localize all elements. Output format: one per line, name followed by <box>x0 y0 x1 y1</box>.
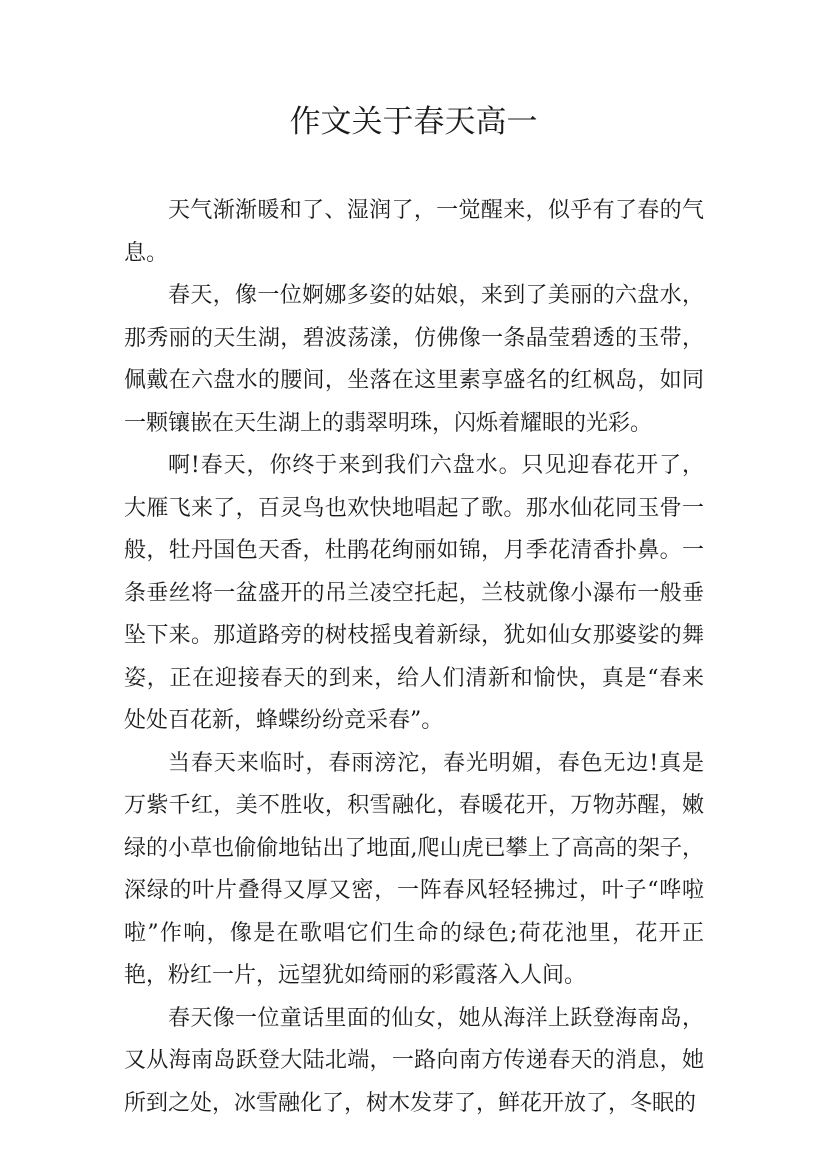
paragraph: 春天像一位童话里面的仙女，她从海洋上跃登海南岛，又从海南岛跃登大陆北端，一路向南方传递春天的消息，她所到之处，冰雪融化了，树木发芽了，鲜花开放了，冬眠的 <box>124 1005 704 1116</box>
document-title: 作文关于春天高一 <box>289 104 538 140</box>
paragraph: 春天，像一位婀娜多姿的姑娘，来到了美丽的六盘水，那秀丽的天生湖，碧波荡漾，仿佛像一条晶莹碧透的玉带，佩戴在六盘水的腰间，坐落在这里素享盛名的红枫岛，如同一颗镶嵌在天生湖上的翡翠明珠，闪烁着耀眼的光彩。 <box>124 283 704 436</box>
document-body <box>124 190 704 1125</box>
paragraph: 当春天来临时，春雨滂沱，春光明媚，春色无边!真是万紫千红，美不胜收，积雪融化，春暖花开，万物苏醒，嫩绿的小草也偷偷地钻出了地面,爬山虎已攀上了高高的架子，深绿的叶片叠得又厚又密，一阵春风轻轻拂过，叶子“哗啦啦”作响，像是在歌唱它们生命的绿色;荷花池里，花开正艳，粉红一片，远望犹如绮丽的彩霞落入人间。 <box>124 750 704 988</box>
paragraph: 天气渐渐暖和了、湿润了，一觉醒来，似乎有了春的气息。 <box>124 198 704 266</box>
paragraph: 啊!春天，你终于来到我们六盘水。只见迎春花开了，大雁飞来了，百灵鸟也欢快地唱起了歌。那水仙花同玉骨一般，牡丹国色天香，杜鹃花绚丽如锦，月季花清香扑鼻。一条垂丝将一盆盛开的吊兰凌空托起，兰枝就像小瀑布一般垂坠下来。那道路旁的树枝摇曳着新绿，犹如仙女那婆娑的舞姿，正在迎接春天的到来，给人们清新和愉快，真是“春来处处百花新，蜂蝶纷纷竞采春”。 <box>124 453 704 733</box>
